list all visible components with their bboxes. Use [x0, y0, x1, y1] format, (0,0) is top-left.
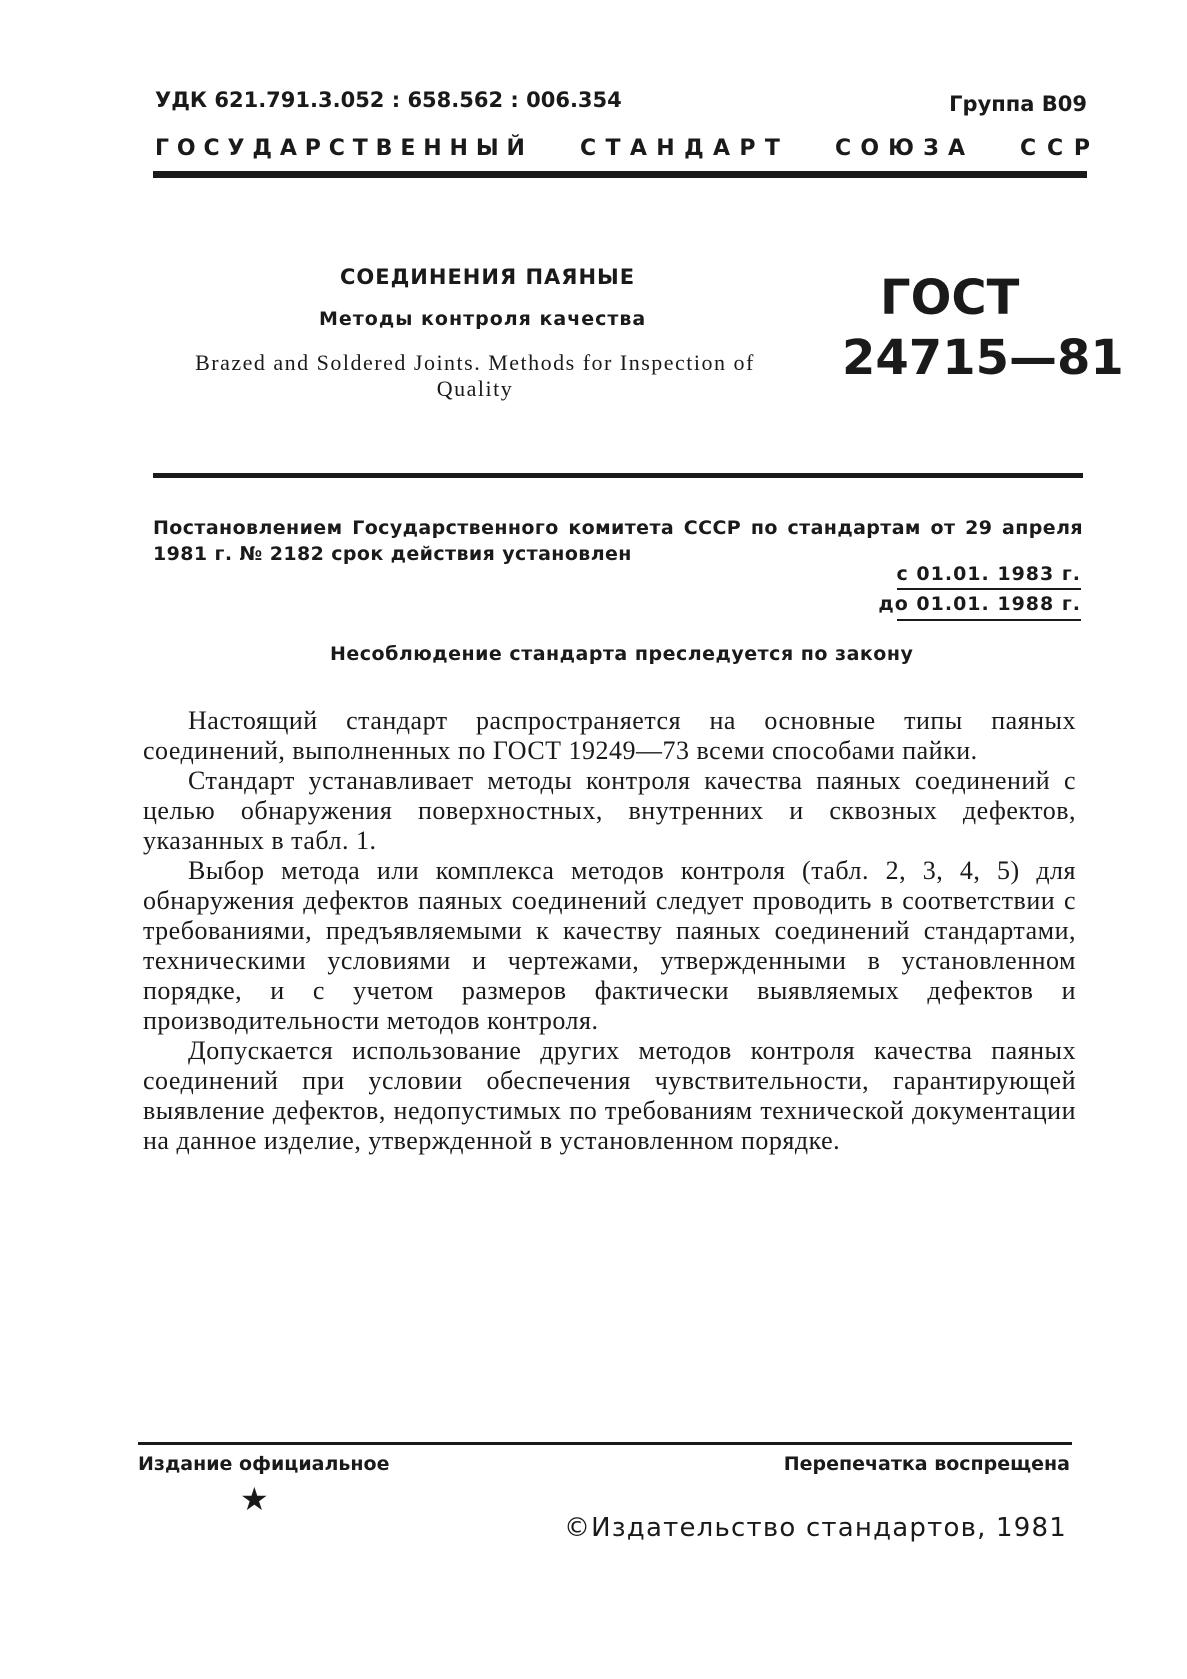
valid-to: до 01.01. 1988 г. [878, 593, 1081, 615]
valid-to-underline [897, 619, 1081, 621]
heading-word-2: С Т А Н Д А Р Т [580, 136, 780, 161]
gost-number: 24715—81 [842, 330, 1124, 386]
heading-word-1: Г О С У Д А Р С Т В Е Н Н Ы Й [155, 136, 525, 161]
heading-word-3: С О Ю З А [835, 136, 965, 161]
udk-code: УДК 621.791.3.052 : 658.562 : 006.354 [155, 88, 622, 112]
heading-word-4: С С Р [1020, 136, 1090, 161]
body-paragraph: Настоящий стандарт распространяется на основные типы паяных соединений, выполненных по ГОСТ 19249—73 всеми способами пайки. [143, 706, 1076, 765]
title-ru-sub: Методы контроля качества [319, 308, 647, 330]
header-divider [153, 171, 1087, 178]
state-standard-heading [155, 136, 1090, 161]
body-text [143, 706, 1076, 1156]
edition-note: Издание официальное [138, 1453, 390, 1475]
violation-notice: Несоблюдение стандарта преследуется по закону [330, 643, 914, 665]
group-code: Группа В09 [949, 92, 1087, 116]
reprint-note: Перепечатка воспрещена [783, 1453, 1070, 1475]
title-ru-main: СОЕДИНЕНИЯ ПАЯНЫЕ [340, 265, 636, 289]
valid-from: с 01.01. 1983 г. [896, 563, 1081, 585]
title-en: Brazed and Soldered Joints. Methods for Inspection of Quality [195, 350, 755, 401]
footer-divider [138, 1442, 1072, 1445]
star-icon: ★ [240, 1480, 269, 1518]
title-divider [153, 473, 1083, 478]
gost-label: ГОСТ [880, 270, 1020, 326]
body-paragraph: Допускается использование других методов контроля качества паяных соединений при условии обеспечения чувствительности, гарантирующей выявление дефектов, недопустимых по требованиям технической документации на данное изделие, утвержденной в установленном порядке. [143, 1036, 1076, 1155]
body-paragraph: Выбор метода или комплекса методов контроля (табл. 2, 3, 4, 5) для обнаружения дефектов паяных соединений следует проводить в соответствии с требованиями, предъявляемыми к качеству паяных соединений стандартами, техническими условиями и чертежами, утвержденными в установленном порядке, и с учетом размеров фактически выявляемых дефектов и производительности методов контроля. [143, 856, 1076, 1035]
copyright-note: ©Издательство стандартов, 1981 [563, 1513, 1067, 1543]
valid-from-underline [897, 588, 1081, 590]
body-paragraph: Стандарт устанавливает методы контроля качества паяных соединений с целью обнаружения поверхностных, внутренних и сквозных дефектов, указанных в табл. 1. [143, 766, 1076, 855]
decree-text: Постановлением Государственного комитета СССР по стандартам от 29 апреля 1981 г. № 2182 срок действия установлен [153, 517, 1083, 565]
